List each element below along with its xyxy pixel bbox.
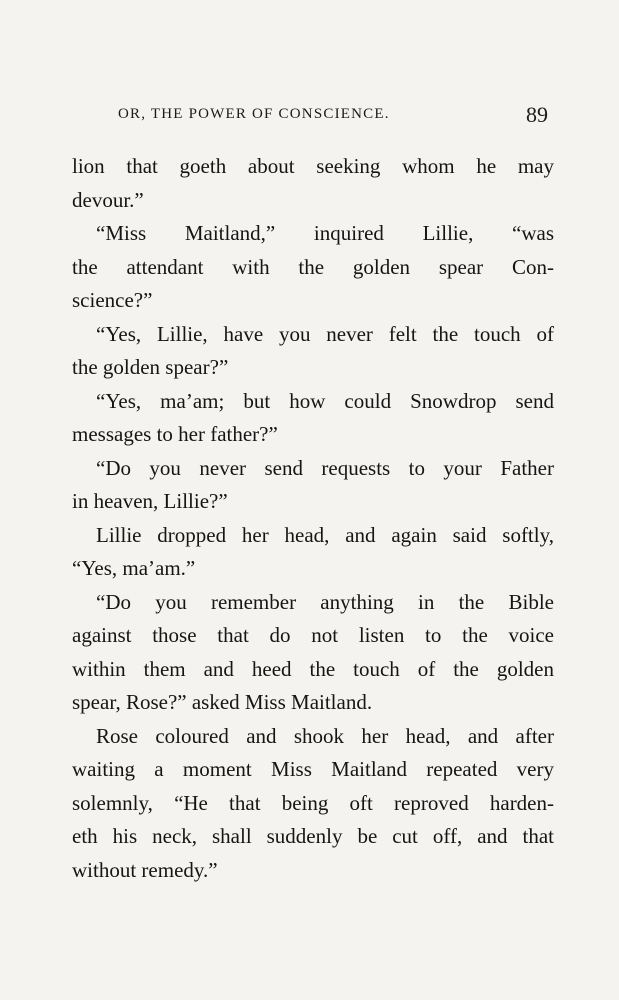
text-line: waiting a moment Miss Maitland repeated very xyxy=(72,757,554,781)
text-line: Rose coloured and shook her head, and after xyxy=(96,723,554,748)
text-line: messages to her father?” xyxy=(72,422,278,446)
text-line: “Do you never send requests to your Father xyxy=(96,455,554,480)
text-line: against those that do not listen to the voice xyxy=(72,623,554,647)
text-line: without remedy.” xyxy=(72,857,218,882)
text-line: “Yes, ma’am.” xyxy=(72,556,196,580)
text-line: Lillie dropped her head, and again said softly, xyxy=(96,522,554,547)
page-header xyxy=(118,102,548,128)
running-title: OR, THE POWER OF CONSCIENCE. xyxy=(118,106,390,122)
text-line: “Yes, ma’am; but how could Snowdrop send xyxy=(96,388,554,413)
text-line: solemnly, “He that being oft reproved harden- xyxy=(72,790,554,815)
text-line: the attendant with the golden spear Con- xyxy=(72,254,554,279)
body-text xyxy=(72,150,554,887)
text-line: science?” xyxy=(72,288,153,312)
text-line: devour.” xyxy=(72,187,144,212)
text-line: eth his neck, shall suddenly be cut off, and that xyxy=(72,824,554,848)
text-line: “Yes, Lillie, have you never felt the touch of xyxy=(96,321,554,346)
text-line: lion that goeth about seeking whom he may xyxy=(72,154,554,178)
text-line: the golden spear?” xyxy=(72,355,229,379)
text-line: “Miss Maitland,” inquired Lillie, “was xyxy=(96,221,554,245)
text-line: spear, Rose?” asked Miss Maitland. xyxy=(72,690,373,714)
text-line: within them and heed the touch of the golden xyxy=(72,656,554,681)
page-number: 89 xyxy=(526,102,548,127)
text-line: in heaven, Lillie?” xyxy=(72,489,228,513)
text-line: “Do you remember anything in the Bible xyxy=(96,589,554,614)
